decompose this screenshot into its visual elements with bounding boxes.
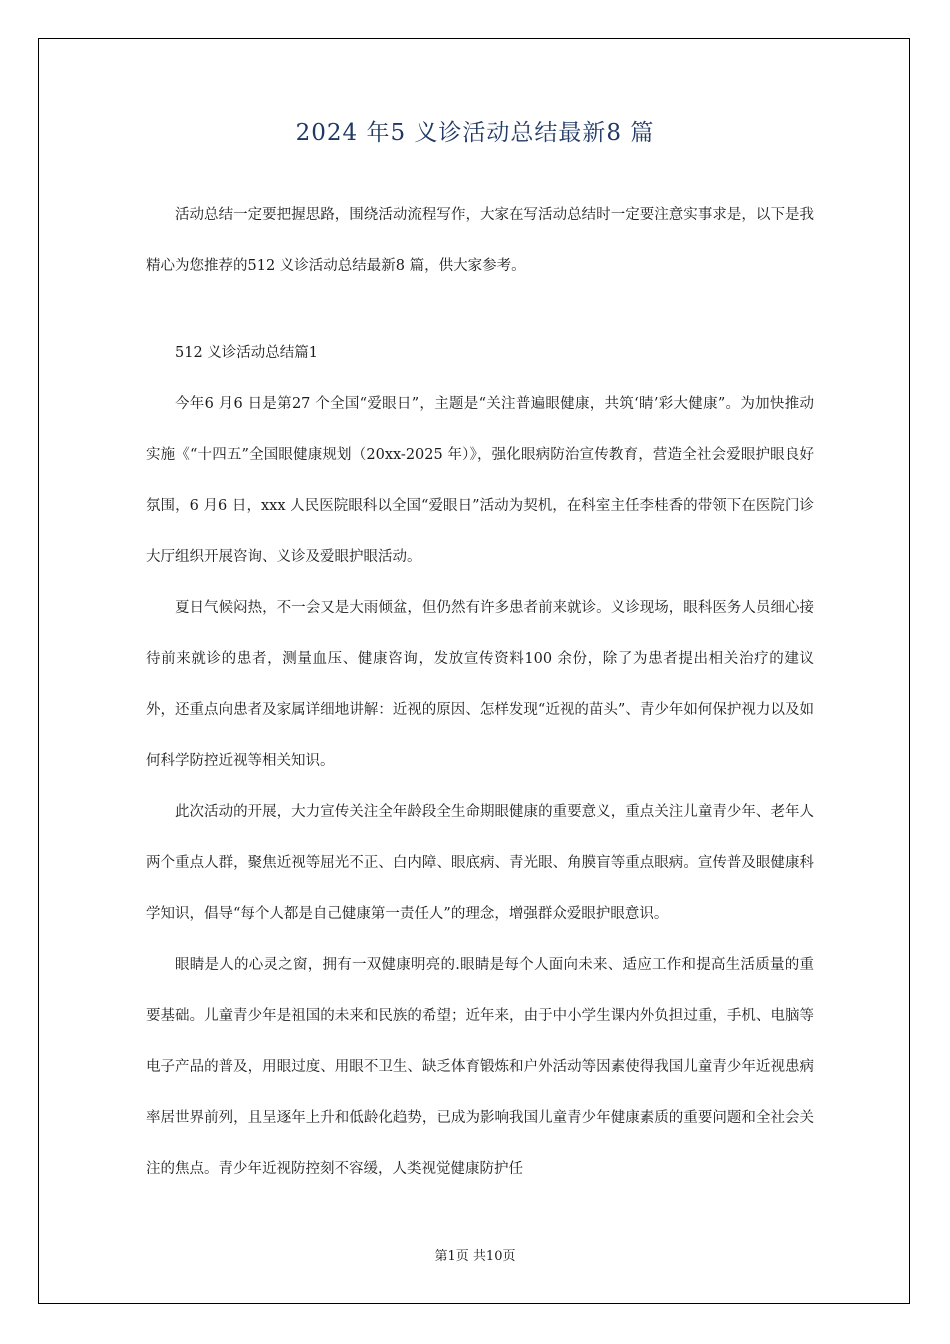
body-paragraph-3: 此次活动的开展，大力宣传关注全年龄段全生命期眼健康的重要意义，重点关注儿童青少年、老年人两个重点人群，聚焦近视等屈光不正、白内障、眼底病、青光眼、角膜盲等重点眼病。宣传普及眼健康科学知识，倡导“每个人都是自己健康第一责任人”的理念，增强群众爱眼护眼意识。 — [146, 804, 814, 922]
body-paragraph-2: 夏日气候闷热，不一会又是大雨倾盆，但仍然有许多患者前来就诊。义诊现场，眼科医务人员细心接待前来就诊的患者，测量血压、健康咨询，发放宣传资料100 余份，除了为患者提出相关治疗的建议外，还重点向患者及家属详细地讲解：近视的原因、怎样发现“近视的苗头”、青少年如何保护视力以及如何科学防控近视等相关知识。 — [146, 600, 814, 769]
body-paragraph-1: 今年6 月6 日是第27 个全国“爱眼日”，主题是“关注普遍眼健康，共筑‘睛’彩大健康”。为加快推动实施《“十四五”全国眼健康规划（20xx-2025 年）》，强化眼病防治宣传教育，营造全社会爱眼护眼良好氛围，6 月6 日，xxx 人民医院眼科以全国“爱眼日”活动为契机，在科室主任李桂香的带领下在医院门诊大厅组织开展咨询、义诊及爱眼护眼活动。 — [146, 396, 814, 565]
section-heading: 512 义诊活动总结篇1 — [175, 345, 319, 361]
intro-paragraph: 活动总结一定要把握思路，围绕活动流程写作，大家在写活动总结时一定要注意实事求是，以下是我精心为您推荐的512 义诊活动总结最新8 篇，供大家参考。 — [146, 207, 814, 274]
body-paragraph-4: 眼睛是人的心灵之窗，拥有一双健康明亮的.眼睛是每个人面向未来、适应工作和提高生活质量的重要基础。儿童青少年是祖国的未来和民族的希望；近年来，由于中小学生课内外负担过重，手机、电脑等电子产品的普及，用眼过度、用眼不卫生、缺乏体育锻炼和户外活动等因素使得我国儿童青少年近视患病率居世界前列，且呈逐年上升和低龄化趋势，已成为影响我国儿童青少年健康素质的重要问题和全社会关注的焦点。青少年近视防控刻不容缓，人类视觉健康防护任 — [146, 957, 814, 1177]
document-body — [146, 190, 814, 1195]
page-number-footer: 第1页 共10页 — [434, 1249, 516, 1264]
document-title: 2024 年5 义诊活动总结最新8 篇 — [295, 120, 655, 146]
